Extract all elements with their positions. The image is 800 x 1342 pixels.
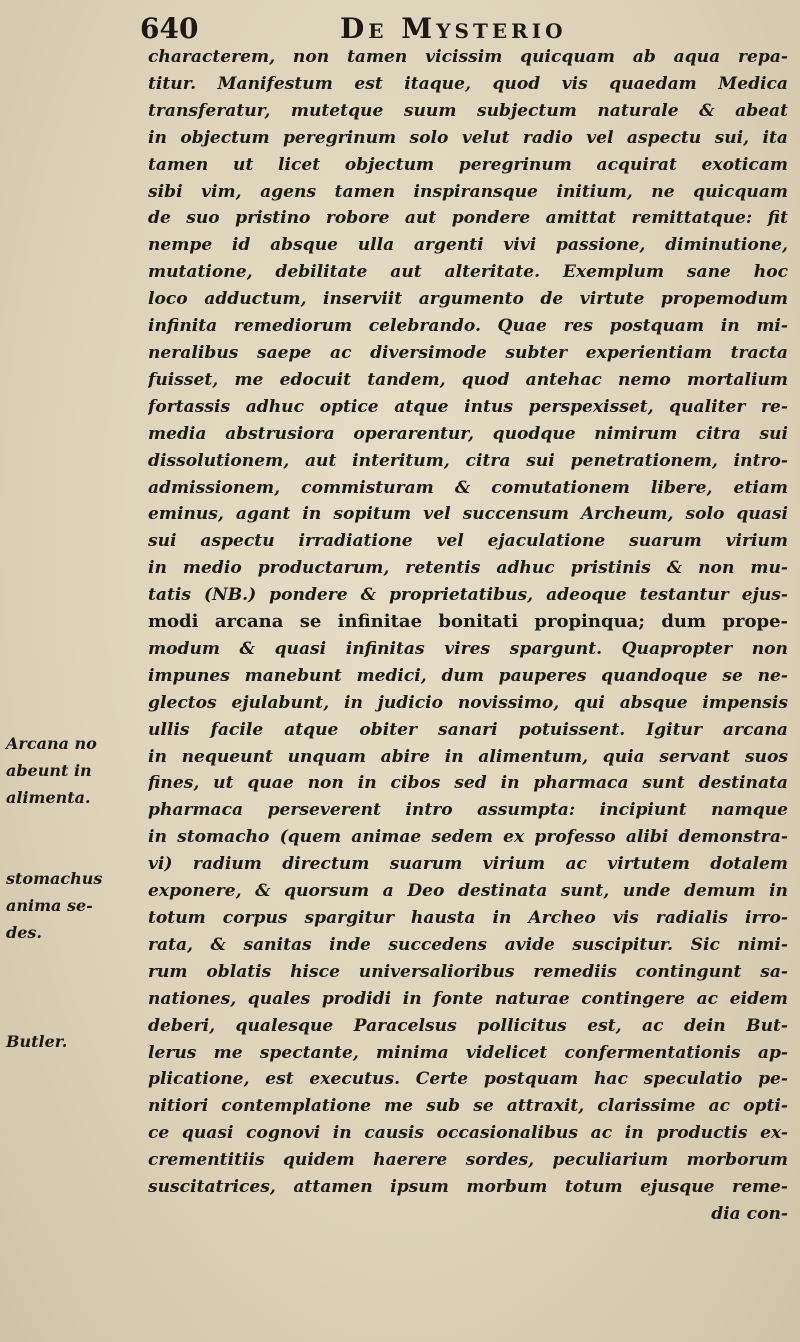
- text-line: rum oblatis hisce universalioribus remediis contingunt sa-: [148, 961, 788, 982]
- text-line: modi arcana se infinitae bonitati propinqua; dum prope-: [148, 611, 788, 633]
- text-line: tatis (NB.) pondere & proprietatibus, adeoque testantur ejus-: [148, 585, 788, 606]
- page-header: [140, 4, 780, 44]
- text-line: nempe id absque ulla argenti vivi passione, diminutione,: [148, 235, 788, 256]
- text-line: totum corpus spargitur hausta in Archeo vis radialis irro-: [148, 908, 788, 928]
- margin-note-line: des.: [6, 923, 42, 942]
- margin-note-line: Butler.: [6, 1032, 68, 1051]
- text-line: in stomacho (quem animae sedem ex professo alibi demonstra-: [148, 827, 788, 848]
- text-line: modum & quasi infinitas vires spargunt. Quapropter non: [148, 638, 788, 659]
- text-line: crementitiis quidem haerere sordes, peculiarium morborum: [148, 1150, 788, 1171]
- text-line: de suo pristino robore aut pondere amittat remittatque: fit: [148, 208, 788, 229]
- margin-note-line: anima se-: [6, 896, 93, 915]
- text-line: glectos ejulabunt, in judicio novissimo, qui absque impensis: [148, 692, 788, 713]
- text-line: admissionem, commisturam & comutationem libere, etiam: [148, 477, 788, 498]
- page-number: 640: [140, 12, 199, 45]
- margin-note-stomachus: [6, 865, 136, 946]
- text-line: exponere, & quorsum a Deo destinata sunt, unde demum in: [148, 881, 788, 902]
- text-line: plicatione, est executus. Certe postquam hac speculatio pe-: [148, 1069, 788, 1090]
- text-line: dia con-: [711, 1203, 788, 1224]
- text-line: tamen ut licet objectum peregrinum acquirat exoticam: [148, 154, 788, 175]
- text-line: ullis facile atque obiter sanari potuissent. Igitur arcana: [148, 719, 788, 740]
- text-line: pharmaca perseverent intro assumpta: incipiunt namque: [148, 800, 788, 821]
- text-line: fuisset, me edocuit tandem, quod antehac nemo mortalium: [148, 369, 788, 390]
- text-line: neralibus saepe ac diversimode subter experientiam tracta: [148, 342, 788, 363]
- text-line: ce quasi cognovi in causis occasionalibus ac in productis ex-: [148, 1123, 788, 1144]
- text-line: suscitatrices, attamen ipsum morbum totum ejusque reme-: [148, 1177, 788, 1198]
- text-line: infinita remediorum celebrando. Quae res postquam in mi-: [148, 316, 788, 337]
- text-line: rata, & sanitas inde succedens avide suscipitur. Sic nimi-: [148, 934, 788, 955]
- text-line: dissolutionem, aut interitum, citra sui penetrationem, intro-: [148, 450, 788, 471]
- text-line: loco adductum, inserviit argumento de virtute propemodum: [148, 289, 788, 310]
- text-line: transferatur, mutetque suum subjectum naturale & abeat: [148, 100, 788, 121]
- text-line: mutatione, debilitate aut alteritate. Exemplum sane hoc: [148, 262, 788, 283]
- text-line: deberi, qualesque Paracelsus pollicitus est, ac dein But-: [148, 1015, 788, 1036]
- text-line: eminus, agant in sopitum vel succensum Archeum, solo quasi: [148, 504, 788, 525]
- text-line: nitiori contemplatione me sub se attraxit, clarissime ac opti-: [148, 1096, 788, 1117]
- text-line: media abstrusiora operarentur, quodque nimirum citra sui: [148, 423, 788, 444]
- text-line: in objectum peregrinum solo velut radio vel aspectu sui, ita: [148, 127, 788, 148]
- text-line: sibi vim, agens tamen inspiransque initium, ne quicquam: [148, 181, 788, 202]
- text-line: impunes manebunt medici, dum pauperes quandoque se ne-: [148, 665, 788, 686]
- text-line: sui aspectu irradiatione vel ejaculatione suarum virium: [148, 531, 788, 552]
- running-title: De Mysterio: [340, 12, 567, 45]
- text-line: in nequeunt unquam abire in alimentum, quia servant suos: [148, 746, 788, 767]
- text-line: nationes, quales prodidi in fonte naturae contingere ac eidem: [148, 988, 788, 1009]
- text-line: in medio productarum, retentis adhuc pristinis & non mu-: [148, 558, 788, 579]
- text-line: fines, ut quae non in cibos sed in pharmaca sunt destinata: [148, 773, 788, 794]
- text-line: vi) radium directum suarum virium ac virtutem dotalem: [148, 854, 788, 875]
- margin-note-line: Arcana no: [6, 734, 97, 753]
- text-line: titur. Manifestum est itaque, quod vis quaedam Medica: [148, 73, 788, 94]
- body-text: [148, 44, 788, 1228]
- text-line: characterem, non tamen vicissim quicquam ab aqua repa-: [148, 47, 788, 67]
- margin-note-line: stomachus: [6, 869, 103, 888]
- margin-note-line: abeunt in: [6, 761, 92, 780]
- text-line: lerus me spectante, minima videlicet confermentationis ap-: [148, 1042, 788, 1063]
- margin-note-butler: [6, 1028, 136, 1055]
- margin-note-arcana: [6, 730, 136, 811]
- margin-note-line: alimenta.: [6, 788, 91, 807]
- text-line: fortassis adhuc optice atque intus perspexisset, qualiter re-: [148, 396, 788, 417]
